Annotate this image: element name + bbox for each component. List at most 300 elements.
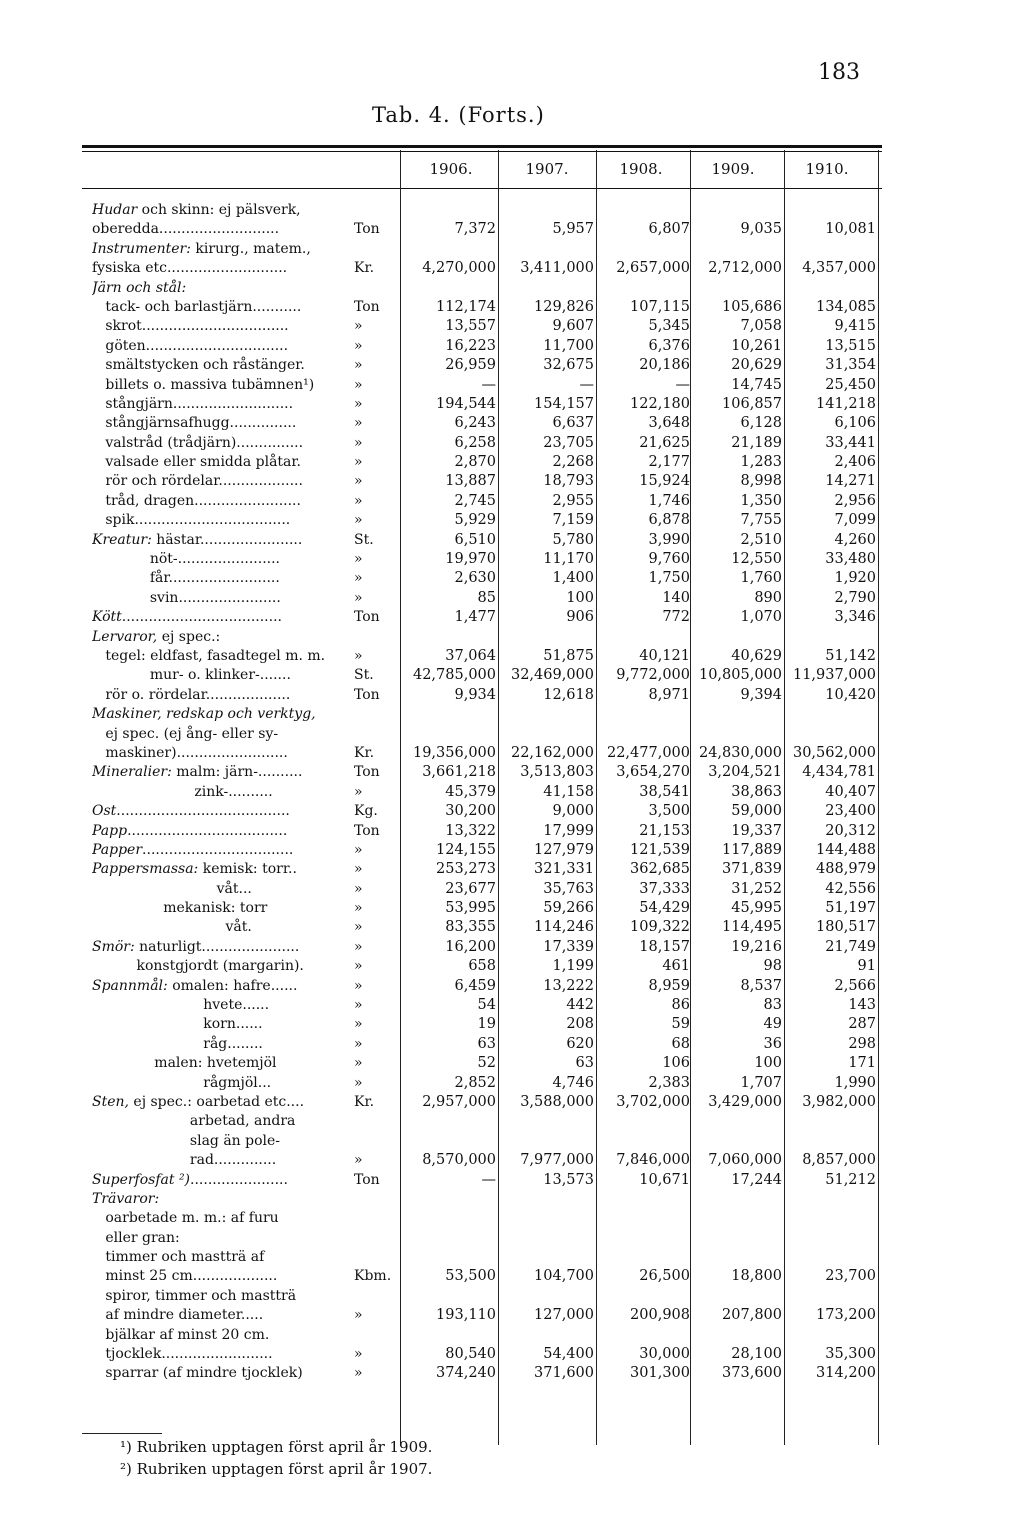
row-unit: » xyxy=(354,938,363,955)
row-label xyxy=(92,492,362,511)
row-label-text: zink-.......... xyxy=(92,783,273,800)
cell-1908: 7,846,000 xyxy=(616,1152,690,1169)
row-label-text: ...................... xyxy=(190,1171,288,1188)
row-unit: Ton xyxy=(354,609,380,626)
row-label-text: göten................................ xyxy=(92,337,289,354)
cell-1908: — xyxy=(675,376,690,393)
row-label-text: valstråd (trådjärn)............... xyxy=(92,434,304,451)
cell-1908: 10,671 xyxy=(639,1171,690,1188)
cell-1906: 7,372 xyxy=(454,221,496,238)
cell-1910: 4,357,000 xyxy=(802,260,876,277)
row-unit: » xyxy=(354,1365,363,1382)
year-header-1908: 1908. xyxy=(619,160,663,178)
table-row xyxy=(0,841,1024,860)
row-unit: » xyxy=(354,551,363,568)
cell-1906: — xyxy=(481,376,496,393)
cell-1908: 6,878 xyxy=(648,512,690,529)
cell-1907: 2,955 xyxy=(552,492,594,509)
cell-1906: 3,661,218 xyxy=(422,764,496,781)
cell-1910: 3,982,000 xyxy=(802,1093,876,1110)
cell-1910: 10,420 xyxy=(825,686,876,703)
row-label xyxy=(92,1054,362,1073)
cell-1907: 12,618 xyxy=(543,686,594,703)
cell-1906: 85 xyxy=(477,589,496,606)
cell-1908: 3,654,270 xyxy=(616,764,690,781)
row-label xyxy=(92,783,362,802)
row-unit: » xyxy=(354,880,363,897)
row-label-text: svin....................... xyxy=(92,589,281,606)
cell-1909: 3,204,521 xyxy=(708,764,782,781)
row-unit: Ton xyxy=(354,1171,380,1188)
cell-1907: 127,979 xyxy=(534,841,594,858)
cell-1908: 3,500 xyxy=(648,803,690,820)
cell-1909: 21,189 xyxy=(731,434,782,451)
cell-1909: 31,252 xyxy=(731,880,782,897)
table-row xyxy=(0,492,1024,511)
cell-1909: 6,128 xyxy=(740,415,782,432)
table-row xyxy=(0,1112,1024,1131)
row-label xyxy=(92,1035,362,1054)
cell-1906: 13,322 xyxy=(445,822,496,839)
year-header-1910: 1910. xyxy=(805,160,849,178)
row-label xyxy=(92,1171,362,1190)
row-label xyxy=(92,259,362,278)
cell-1910: 3,346 xyxy=(834,609,876,626)
row-unit: » xyxy=(354,647,363,664)
row-label xyxy=(92,899,362,918)
row-label xyxy=(92,298,362,317)
cell-1906: 16,223 xyxy=(445,337,496,354)
row-unit: » xyxy=(354,900,363,917)
cell-1910: 1,990 xyxy=(834,1074,876,1091)
cell-1907: 154,157 xyxy=(534,395,594,412)
cell-1909: 105,686 xyxy=(722,298,782,315)
row-label xyxy=(92,1190,362,1209)
cell-1908: 21,153 xyxy=(639,822,690,839)
row-unit: Kr. xyxy=(354,1093,375,1110)
cell-1907: 18,793 xyxy=(543,473,594,490)
cell-1907: 208 xyxy=(566,1016,594,1033)
cell-1907: 104,700 xyxy=(534,1268,594,1285)
cell-1906: 2,957,000 xyxy=(422,1093,496,1110)
cell-1906: 124,155 xyxy=(436,841,496,858)
row-category: Smör: xyxy=(92,938,135,955)
cell-1909: 1,707 xyxy=(740,1074,782,1091)
row-unit: » xyxy=(354,454,363,471)
cell-1906: 23,677 xyxy=(445,880,496,897)
cell-1907: 3,411,000 xyxy=(520,260,594,277)
row-label xyxy=(92,395,362,414)
cell-1908: 86 xyxy=(671,997,690,1014)
row-label-text: af mindre diameter..... xyxy=(92,1307,264,1324)
cell-1909: 40,629 xyxy=(731,647,782,664)
cell-1908: 362,685 xyxy=(630,861,690,878)
cell-1908: 21,625 xyxy=(639,434,690,451)
row-label-text: billets o. massiva tubämnen¹) xyxy=(92,376,315,393)
row-label xyxy=(92,337,362,356)
table-row xyxy=(0,1074,1024,1093)
cell-1906: 374,240 xyxy=(436,1365,496,1382)
cell-1909: 24,830,000 xyxy=(698,744,782,761)
table-row xyxy=(0,977,1024,996)
cell-1907: 114,246 xyxy=(534,919,594,936)
cell-1910: 2,406 xyxy=(834,454,876,471)
cell-1906: 6,510 xyxy=(454,531,496,548)
table-row xyxy=(0,298,1024,317)
row-label-text: rör och rördelar................... xyxy=(92,473,303,490)
cell-1910: 2,566 xyxy=(834,977,876,994)
row-label-text: nöt-....................... xyxy=(92,551,281,568)
row-label-text: kirurg., matem., xyxy=(190,240,311,257)
cell-1909: 2,712,000 xyxy=(708,260,782,277)
table-row xyxy=(0,705,1024,724)
table-row xyxy=(0,957,1024,976)
cell-1906: 30,200 xyxy=(445,803,496,820)
row-category: Kreatur: xyxy=(92,531,152,548)
table-row xyxy=(0,414,1024,433)
cell-1908: 38,541 xyxy=(639,783,690,800)
cell-1908: 6,807 xyxy=(648,221,690,238)
cell-1910: 33,441 xyxy=(825,434,876,451)
row-label xyxy=(92,822,362,841)
row-label-text: och skinn: ej pälsverk, xyxy=(137,202,301,218)
row-unit: » xyxy=(354,395,363,412)
table-row xyxy=(0,1171,1024,1190)
cell-1907: 23,705 xyxy=(543,434,594,451)
year-header-1907: 1907. xyxy=(525,160,569,178)
row-unit: » xyxy=(354,589,363,606)
row-label xyxy=(92,1132,362,1151)
row-label-text: tegel: eldfast, fasadtegel m. m. xyxy=(92,647,326,664)
row-unit: » xyxy=(354,861,363,878)
table-title: Tab. 4. (Forts.) xyxy=(372,103,545,127)
cell-1907: 17,999 xyxy=(543,822,594,839)
row-label xyxy=(92,880,362,899)
cell-1906: 19,356,000 xyxy=(412,744,496,761)
cell-1910: 51,142 xyxy=(825,647,876,664)
row-label xyxy=(92,686,362,705)
table-row xyxy=(0,1248,1024,1267)
row-label xyxy=(92,1287,362,1306)
cell-1907: 620 xyxy=(566,1035,594,1052)
row-unit: » xyxy=(354,1055,363,1072)
row-unit: » xyxy=(354,1016,363,1033)
row-label-text: våt. xyxy=(92,919,252,936)
cell-1906: — xyxy=(481,1171,496,1188)
row-unit: » xyxy=(354,977,363,994)
cell-1910: 23,400 xyxy=(825,803,876,820)
cell-1909: 1,283 xyxy=(740,454,782,471)
row-label xyxy=(92,472,362,491)
row-label xyxy=(92,1306,362,1325)
row-label-text: korn...... xyxy=(92,1016,263,1033)
table-row xyxy=(0,201,1024,220)
row-label-text: malen: hvetemjöl xyxy=(92,1055,277,1072)
cell-1907: 321,331 xyxy=(534,861,594,878)
row-label xyxy=(92,763,362,782)
cell-1910: 314,200 xyxy=(816,1365,876,1382)
cell-1910: 7,099 xyxy=(834,512,876,529)
cell-1907: 9,000 xyxy=(552,803,594,820)
row-label-text: mur- o. klinker-....... xyxy=(92,667,291,684)
row-unit: » xyxy=(354,415,363,432)
cell-1907: 54,400 xyxy=(543,1346,594,1363)
top-rule xyxy=(82,145,882,148)
cell-1907: 11,700 xyxy=(543,337,594,354)
cell-1906: 45,379 xyxy=(445,783,496,800)
cell-1908: 68 xyxy=(671,1035,690,1052)
cell-1908: 2,177 xyxy=(648,454,690,471)
table-row xyxy=(0,550,1024,569)
cell-1908: 2,657,000 xyxy=(616,260,690,277)
cell-1906: 54 xyxy=(477,997,496,1014)
row-label xyxy=(92,1267,362,1286)
table-row xyxy=(0,996,1024,1015)
row-label xyxy=(92,996,362,1015)
row-label-text: rad.............. xyxy=(92,1152,277,1169)
cell-1906: 37,064 xyxy=(445,647,496,664)
table-row xyxy=(0,511,1024,530)
cell-1910: 13,515 xyxy=(825,337,876,354)
row-unit: » xyxy=(354,357,363,374)
cell-1909: 19,337 xyxy=(731,822,782,839)
cell-1908: 30,000 xyxy=(639,1346,690,1363)
cell-1910: 134,085 xyxy=(816,298,876,315)
cell-1910: 40,407 xyxy=(825,783,876,800)
cell-1909: 19,216 xyxy=(731,938,782,955)
cell-1909: 106,857 xyxy=(722,395,782,412)
row-label-text: omalen: hafre...... xyxy=(167,977,298,994)
cell-1909: 14,745 xyxy=(731,376,782,393)
row-label xyxy=(92,802,362,821)
cell-1909: 117,889 xyxy=(722,841,782,858)
row-label xyxy=(92,569,362,588)
row-label-text: stångjärnsafhugg............... xyxy=(92,415,297,432)
cell-1910: 9,415 xyxy=(834,318,876,335)
row-unit: » xyxy=(354,570,363,587)
row-unit: » xyxy=(354,1035,363,1052)
row-category: Papp xyxy=(92,822,128,839)
cell-1909: 12,550 xyxy=(731,551,782,568)
row-label-text: bjälkar af minst 20 cm. xyxy=(92,1326,270,1343)
row-label-text: tråd, dragen........................ xyxy=(92,492,301,509)
row-label xyxy=(92,608,362,627)
row-label xyxy=(92,356,362,375)
table-row xyxy=(0,434,1024,453)
row-label-text: stångjärn........................... xyxy=(92,395,294,412)
row-label xyxy=(92,550,362,569)
cell-1907: 100 xyxy=(566,589,594,606)
row-label xyxy=(92,1074,362,1093)
cell-1907: 371,600 xyxy=(534,1365,594,1382)
row-label-text: hvete...... xyxy=(92,997,270,1014)
cell-1906: 6,459 xyxy=(454,977,496,994)
cell-1908: 59 xyxy=(671,1016,690,1033)
row-label xyxy=(92,240,362,259)
cell-1909: 28,100 xyxy=(731,1346,782,1363)
cell-1908: 9,760 xyxy=(648,551,690,568)
cell-1908: 37,333 xyxy=(639,880,690,897)
row-label xyxy=(92,841,362,860)
cell-1906: 80,540 xyxy=(445,1346,496,1363)
cell-1906: 5,929 xyxy=(454,512,496,529)
top-rule-thin xyxy=(82,151,882,152)
row-unit: » xyxy=(354,318,363,335)
cell-1910: 2,956 xyxy=(834,492,876,509)
table-row xyxy=(0,1345,1024,1364)
cell-1909: 2,510 xyxy=(740,531,782,548)
table-row xyxy=(0,240,1024,259)
row-unit: » xyxy=(354,783,363,800)
cell-1906: 13,557 xyxy=(445,318,496,335)
row-label-text: timmer och mastträ af xyxy=(92,1249,265,1266)
cell-1910: 11,937,000 xyxy=(792,667,876,684)
table-row xyxy=(0,880,1024,899)
row-unit: » xyxy=(354,492,363,509)
cell-1910: 51,212 xyxy=(825,1171,876,1188)
row-label xyxy=(92,977,362,996)
row-label xyxy=(92,1345,362,1364)
cell-1909: 3,429,000 xyxy=(708,1093,782,1110)
row-label-text: får......................... xyxy=(92,570,280,587)
table-row xyxy=(0,763,1024,782)
footnote-2: ²) Rubriken upptagen först april år 1907. xyxy=(120,1460,433,1478)
cell-1907: 442 xyxy=(566,997,594,1014)
table-row xyxy=(0,531,1024,550)
cell-1907: 1,199 xyxy=(552,958,594,975)
cell-1909: 98 xyxy=(763,958,782,975)
cell-1909: 114,495 xyxy=(722,919,782,936)
cell-1906: 16,200 xyxy=(445,938,496,955)
row-label-text: kemisk: torr.. xyxy=(198,861,297,878)
row-unit: Kr. xyxy=(354,744,375,761)
row-label-text: maskiner)......................... xyxy=(92,744,288,761)
cell-1909: 890 xyxy=(754,589,782,606)
table-row xyxy=(0,1190,1024,1209)
row-unit: » xyxy=(354,434,363,451)
cell-1908: 2,383 xyxy=(648,1074,690,1091)
cell-1910: 20,312 xyxy=(825,822,876,839)
cell-1908: 3,990 xyxy=(648,531,690,548)
table-row xyxy=(0,395,1024,414)
table-row xyxy=(0,899,1024,918)
cell-1906: 42,785,000 xyxy=(412,667,496,684)
cell-1910: 8,857,000 xyxy=(802,1152,876,1169)
cell-1907: 5,780 xyxy=(552,531,594,548)
row-label xyxy=(92,628,362,647)
row-label-text: spik................................... xyxy=(92,512,291,529)
row-label-text: tjocklek......................... xyxy=(92,1346,273,1363)
row-unit: » xyxy=(354,919,363,936)
cell-1910: 25,450 xyxy=(825,376,876,393)
row-label-text: .................................... xyxy=(127,822,288,839)
cell-1910: 171 xyxy=(848,1055,876,1072)
cell-1910: 4,260 xyxy=(834,531,876,548)
row-label xyxy=(92,317,362,336)
table-row xyxy=(0,1267,1024,1286)
cell-1908: 20,186 xyxy=(639,357,690,374)
table-row xyxy=(0,822,1024,841)
cell-1910: 144,488 xyxy=(816,841,876,858)
cell-1909: 49 xyxy=(763,1016,782,1033)
cell-1906: 2,630 xyxy=(454,570,496,587)
table-row xyxy=(0,725,1024,744)
row-label xyxy=(92,938,362,957)
row-label-text: smältstycken och råstänger. xyxy=(92,357,305,374)
cell-1907: 3,513,803 xyxy=(520,764,594,781)
cell-1908: 6,376 xyxy=(648,337,690,354)
row-label xyxy=(92,453,362,472)
row-category: Instrumenter: xyxy=(92,240,191,257)
table-body xyxy=(0,201,1024,1384)
cell-1909: 18,800 xyxy=(731,1268,782,1285)
row-unit: St. xyxy=(354,667,374,684)
row-category: Trävaror: xyxy=(92,1190,160,1207)
row-label-text: konstgjordt (margarin). xyxy=(92,958,304,975)
cell-1909: 36 xyxy=(763,1035,782,1052)
row-unit: Ton xyxy=(354,686,380,703)
row-label xyxy=(92,957,362,976)
cell-1909: 1,350 xyxy=(740,492,782,509)
cell-1906: 8,570,000 xyxy=(422,1152,496,1169)
cell-1908: 200,908 xyxy=(630,1307,690,1324)
table-row xyxy=(0,1035,1024,1054)
table-row xyxy=(0,1054,1024,1073)
cell-1907: 32,675 xyxy=(543,357,594,374)
cell-1908: 109,322 xyxy=(630,919,690,936)
cell-1908: 1,746 xyxy=(648,492,690,509)
row-unit: » xyxy=(354,1074,363,1091)
cell-1907: 2,268 xyxy=(552,454,594,471)
cell-1910: 33,480 xyxy=(825,551,876,568)
cell-1908: 8,971 xyxy=(648,686,690,703)
cell-1909: 10,805,000 xyxy=(698,667,782,684)
row-label-text: rör o. rördelar................... xyxy=(92,686,291,703)
row-category: Papper xyxy=(92,841,143,858)
row-label-text: .................................... xyxy=(121,609,282,626)
cell-1906: 83,355 xyxy=(445,919,496,936)
row-label-text: ej spec.: oarbetad etc.... xyxy=(128,1093,305,1110)
table-row xyxy=(0,1132,1024,1151)
cell-1908: 461 xyxy=(662,958,690,975)
cell-1907: 63 xyxy=(575,1055,594,1072)
cell-1907: 6,637 xyxy=(552,415,594,432)
row-label xyxy=(92,1229,362,1248)
cell-1910: 51,197 xyxy=(825,900,876,917)
cell-1910: 91 xyxy=(857,958,876,975)
cell-1909: 373,600 xyxy=(722,1365,782,1382)
cell-1906: 63 xyxy=(477,1035,496,1052)
row-label xyxy=(92,918,362,937)
table-row xyxy=(0,1093,1024,1112)
row-label-text: skrot................................. xyxy=(92,318,289,335)
row-unit: » xyxy=(354,512,363,529)
cell-1906: 112,174 xyxy=(436,298,496,315)
cell-1907: — xyxy=(579,376,594,393)
cell-1907: 13,573 xyxy=(543,1171,594,1188)
cell-1910: 488,979 xyxy=(816,861,876,878)
row-label-text: råg........ xyxy=(92,1035,263,1052)
cell-1910: 180,517 xyxy=(816,919,876,936)
row-unit: Ton xyxy=(354,221,380,238)
cell-1907: 59,266 xyxy=(543,900,594,917)
table-row xyxy=(0,1326,1024,1345)
cell-1906: 193,110 xyxy=(436,1307,496,1324)
cell-1907: 17,339 xyxy=(543,938,594,955)
row-category: Superfosfat ²) xyxy=(92,1171,191,1188)
cell-1909: 10,261 xyxy=(731,337,782,354)
table-row xyxy=(0,1151,1024,1170)
